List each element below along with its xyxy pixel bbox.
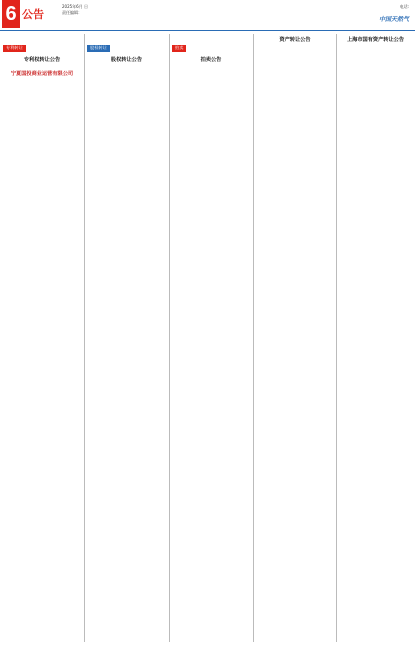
column-1: [3, 34, 81, 642]
notice-3-title: 股权转让公告: [110, 56, 143, 63]
column-5: [339, 34, 412, 642]
brand-logo: 中国天然气: [378, 16, 409, 23]
column-2-label: 股权转让: [87, 45, 110, 52]
notice-6-title: 上海市国有资产转让公告: [346, 37, 405, 43]
column-1-label: 专利转让: [3, 45, 26, 52]
issue-date: 2025年6月 日: [62, 4, 88, 9]
issue-editors: 责任编辑：: [62, 10, 82, 15]
column-3: [172, 34, 250, 642]
hotline: 电话:: [399, 4, 409, 9]
notice-5-title: 资产转让公告: [279, 37, 311, 43]
section-title: 公告: [22, 8, 44, 21]
masthead: [0, 0, 415, 31]
issue-meta: [62, 4, 88, 16]
column-3-label: 拍卖: [172, 45, 186, 52]
notice-4-title: 拍卖公告: [200, 56, 222, 63]
column-4: [256, 34, 334, 642]
column-2: [87, 34, 166, 642]
page-number: 6: [2, 0, 20, 28]
notice-1-title: 专利权转让公告: [23, 56, 61, 63]
notice-2-title: 宁夏国投商业运营有限公司: [10, 70, 74, 77]
